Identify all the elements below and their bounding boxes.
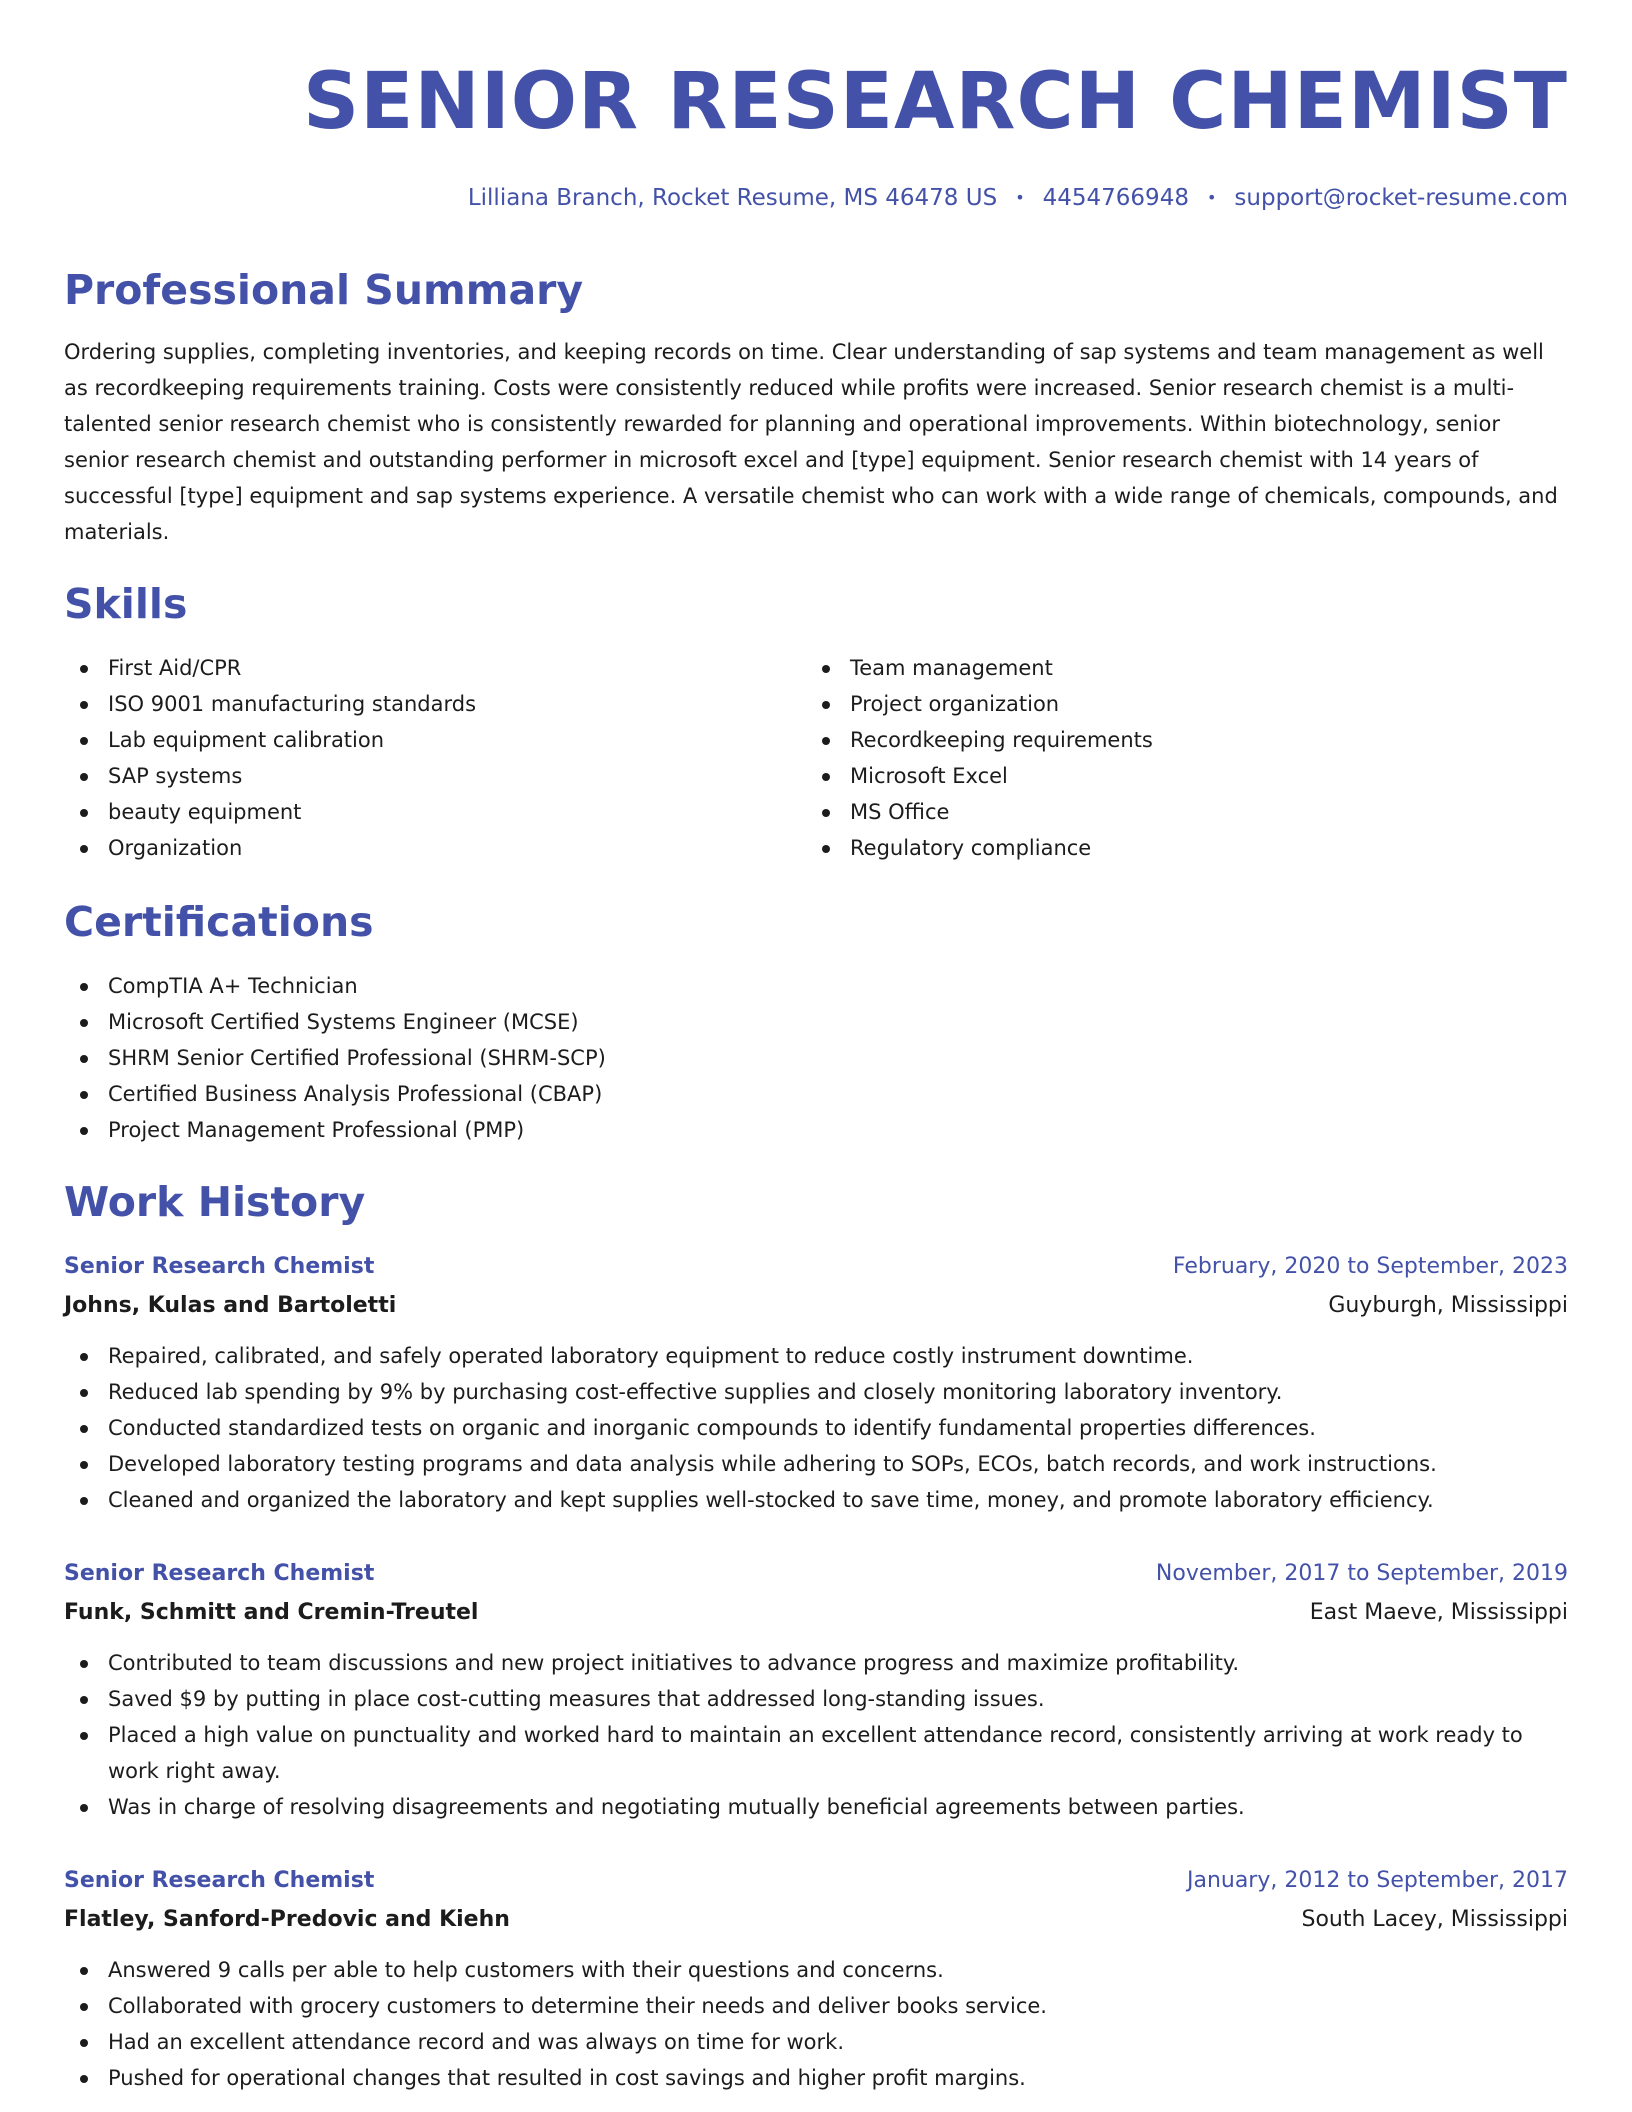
skill-item: Regulatory compliance <box>806 830 1546 866</box>
job-dates: January, 2012 to September, 2017 <box>1186 1868 1568 1893</box>
job-company: Funk, Schmitt and Cremin-Treutel <box>64 1600 479 1625</box>
skills-list-right <box>806 650 1546 866</box>
job-entry <box>64 1248 1568 1518</box>
job-bullets <box>64 1952 1568 2096</box>
job-bullet: Answered 9 calls per able to help customers with their questions and concerns. <box>64 1952 1568 1988</box>
skill-item: Microsoft Excel <box>806 758 1546 794</box>
page-title: SENIOR RESEARCH CHEMIST <box>302 57 1568 147</box>
skill-item: Project organization <box>806 686 1546 722</box>
job-company: Johns, Kulas and Bartoletti <box>64 1293 397 1318</box>
job-title: Senior Research Chemist <box>64 1868 375 1893</box>
job-bullet: Saved $9 by putting in place cost-cutting measures that addressed long-standing issues. <box>64 1681 1568 1717</box>
certification-item: Microsoft Certified Systems Engineer (MCSE) <box>64 1004 1568 1040</box>
job-bullets <box>64 1645 1568 1825</box>
skill-item: First Aid/CPR <box>64 650 804 686</box>
job-entry <box>64 1555 1568 1825</box>
contact-phone[interactable]: 4454766948 <box>1042 185 1189 211</box>
certification-item: CompTIA A+ Technician <box>64 968 1568 1004</box>
certification-item: Certified Business Analysis Professional (CBAP) <box>64 1076 1568 1112</box>
job-bullet: Collaborated with grocery customers to determine their needs and deliver books service. <box>64 1988 1568 2024</box>
job-bullet: Cleaned and organized the laboratory and kept supplies well-stocked to save time, money, and promote laboratory efficiency. <box>64 1482 1568 1518</box>
skill-item: Team management <box>806 650 1546 686</box>
job-dates: February, 2020 to September, 2023 <box>1172 1254 1568 1279</box>
skill-item: SAP systems <box>64 758 804 794</box>
job-company: Flatley, Sanford-Predovic and Kiehn <box>64 1907 510 1932</box>
skill-item: Organization <box>64 830 804 866</box>
skill-item: beauty equipment <box>64 794 804 830</box>
job-bullet: Conducted standardized tests on organic and inorganic compounds to identify fundamental properties differences. <box>64 1410 1568 1446</box>
skill-item: Recordkeeping requirements <box>806 722 1546 758</box>
job-bullets <box>64 1338 1568 1518</box>
job-bullet: Reduced lab spending by 9% by purchasing cost-effective supplies and closely monitoring laboratory inventory. <box>64 1374 1568 1410</box>
job-bullet: Developed laboratory testing programs and data analysis while adhering to SOPs, ECOs, batch records, and work instructions. <box>64 1446 1568 1482</box>
contact-address: Lilliana Branch, Rocket Resume, MS 46478 US <box>467 185 998 211</box>
skills-list-left <box>64 650 804 866</box>
certification-item: SHRM Senior Certified Professional (SHRM-SCP) <box>64 1040 1568 1076</box>
skills-heading: Skills <box>64 580 188 628</box>
job-bullet: Pushed for operational changes that resulted in cost savings and higher profit margins. <box>64 2060 1568 2096</box>
summary-text: Ordering supplies, completing inventories, and keeping records on time. Clear understanding of sap systems and team management as well as recordkeeping requirements training. Costs were consistently reduced while profits were increased. Senior research chemist is a multi-talented senior research chemist who is consistently rewarded for planning and operational improvements. Within biotechnology, senior senior research chemist and outstanding performer in microsoft excel and [type] equipment. Senior research chemist with 14 years of successful [type] equipment and sap systems experience. A versatile chemist who can work with a wide range of chemicals, compounds, and materials. <box>64 340 1558 544</box>
job-entry <box>64 1862 1568 2096</box>
job-bullet: Contributed to team discussions and new project initiatives to advance progress and maximize profitability. <box>64 1645 1568 1681</box>
job-bullet: Placed a high value on punctuality and worked hard to maintain an excellent attendance record, consistently arriving at work ready to work right away. <box>64 1717 1568 1789</box>
job-title: Senior Research Chemist <box>64 1561 375 1586</box>
certification-item: Project Management Professional (PMP) <box>64 1112 1568 1148</box>
skill-item: MS Office <box>806 794 1546 830</box>
contact-separator: • <box>1206 188 1217 207</box>
summary-heading: Professional Summary <box>64 266 584 314</box>
skill-item: Lab equipment calibration <box>64 722 804 758</box>
job-bullet: Was in charge of resolving disagreements and negotiating mutually beneficial agreements between parties. <box>64 1789 1568 1825</box>
job-bullet: Repaired, calibrated, and safely operated laboratory equipment to reduce costly instrument downtime. <box>64 1338 1568 1374</box>
contact-email[interactable]: support@rocket-resume.com <box>1234 185 1568 211</box>
job-location: South Lacey, Mississippi <box>1301 1907 1568 1932</box>
job-location: Guyburgh, Mississippi <box>1328 1293 1568 1318</box>
contact-separator: • <box>1015 188 1025 207</box>
work-history-heading: Work History <box>64 1178 366 1226</box>
job-location: East Maeve, Mississippi <box>1309 1600 1568 1625</box>
skill-item: ISO 9001 manufacturing standards <box>64 686 804 722</box>
job-title: Senior Research Chemist <box>64 1254 375 1279</box>
certifications-list <box>64 968 1568 1148</box>
contact-line <box>468 178 1568 218</box>
job-dates: November, 2017 to September, 2019 <box>1155 1561 1568 1586</box>
certifications-heading: Certifications <box>64 898 374 946</box>
job-bullet: Had an excellent attendance record and was always on time for work. <box>64 2024 1568 2060</box>
